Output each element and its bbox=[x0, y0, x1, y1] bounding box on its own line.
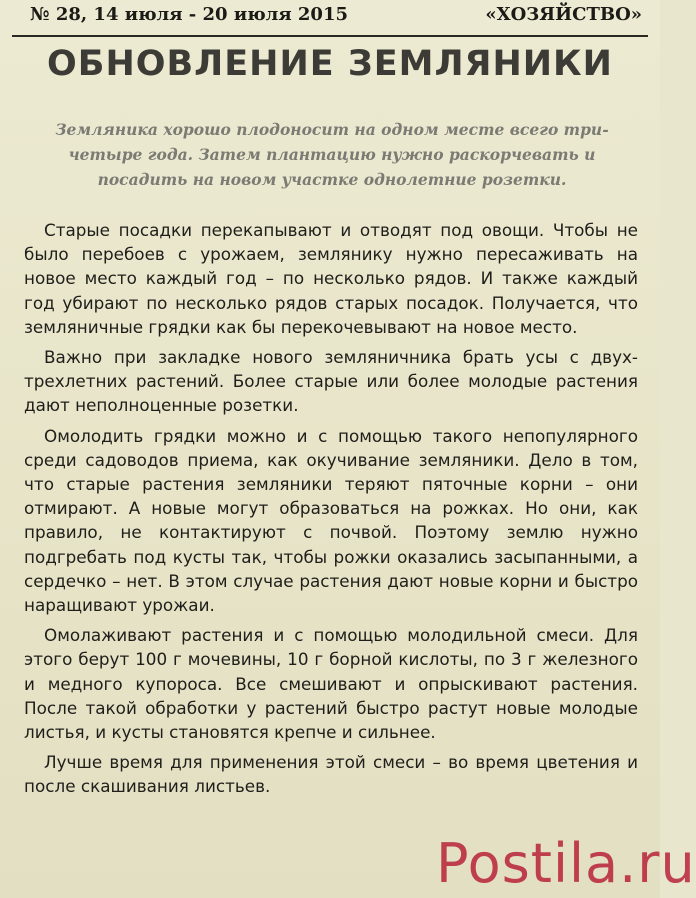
article-body bbox=[24, 218, 638, 805]
header-divider bbox=[12, 35, 648, 37]
issue-info: № 28, 14 июля - 20 июля 2015 bbox=[30, 4, 349, 25]
article-lead: Земляника хорошо плодоносит на одном месте всего три-четыре года. Затем плантацию нужно раскорчевать и посадить на новом участке однолетние розетки. bbox=[55, 120, 609, 189]
section-name: «ХОЗЯЙСТВО» bbox=[485, 4, 642, 25]
site-watermark: Postila.ru bbox=[436, 832, 696, 895]
body-paragraph: Лучше время для применения этой смеси – во время цветения и после скашивания листьев. bbox=[24, 752, 638, 797]
body-paragraph: Старые посадки перекапывают и отводят под овощи. Чтобы не было перебоев с урожаем, землянику нужно пересаживать на новое место каждый год – по несколько рядов. И также каждый год убирают по несколько рядов старых посадок. Получается, что земляничные грядки как бы перекочевывают на новое место. bbox=[24, 220, 638, 337]
body-paragraph: Омолодить грядки можно и с помощью такого непопулярного среди садоводов приема, как окучивание земляники. Дело в том, что старые растения земляники теряют пяточные корни – они отмирают. А новые могут образоваться на рожках. Но они, как правило, не контактируют с почвой. Поэтому землю нужно подгребать под кусты так, чтобы рожки оказались засыпанными, а сердечко – нет. В этом случае растения дают новые корни и быстро наращивают урожаи. bbox=[24, 425, 638, 616]
article-title: ОБНОВЛЕНИЕ ЗЕМЛЯНИКИ bbox=[47, 44, 613, 84]
body-paragraph: Важно при закладке нового земляничника брать усы с двух-трехлетних растений. Более старые или более молодые растения дают неполноценные розетки. bbox=[24, 347, 638, 416]
page-header bbox=[12, 2, 642, 32]
body-paragraph: Омолаживают растения и с помощью молодильной смеси. Для этого берут 100 г мочевины, 10 г борной кислоты, по 3 г железного и медного купороса. Все смешивают и опрыскивают растения. После такой обработки у растений быстро растут новые молодые листья, и кусты становятся крепче и сильнее. bbox=[24, 625, 638, 743]
